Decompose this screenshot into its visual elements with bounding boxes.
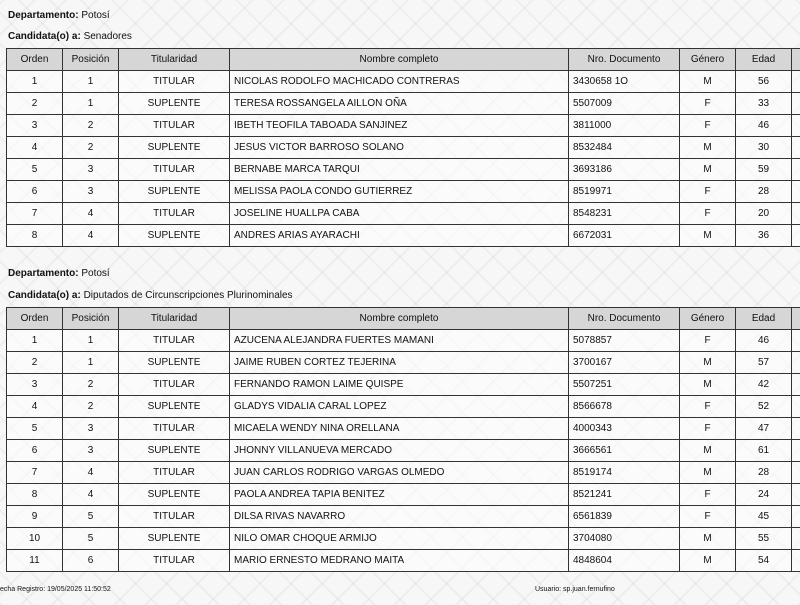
table-row [7, 330, 800, 352]
cell-extra [792, 71, 800, 93]
col-header-gender: Género [680, 308, 736, 330]
candidacy-line-2 [8, 290, 293, 301]
table-row [7, 203, 800, 225]
candidacy-label: Candidata(o) a: [8, 290, 81, 301]
cell-extra [792, 203, 800, 225]
department-value: Potosí [81, 10, 110, 21]
department-label: Departamento: [8, 268, 79, 279]
cell-full-name: GLADYS VIDALIA CARAL LOPEZ [230, 396, 569, 418]
cell-position: 2 [63, 396, 119, 418]
table-row [7, 484, 800, 506]
cell-order: 1 [7, 330, 63, 352]
col-header-full-name: Nombre completo [230, 49, 569, 71]
cell-position: 2 [63, 374, 119, 396]
cell-order: 2 [7, 93, 63, 115]
cell-document-number: 3666561 [569, 440, 680, 462]
cell-order: 2 [7, 352, 63, 374]
cell-titularity: SUPLENTE [119, 181, 230, 203]
cell-age: 24 [736, 484, 792, 506]
cell-age: 36 [736, 225, 792, 247]
cell-gender: F [680, 181, 736, 203]
cell-gender: F [680, 203, 736, 225]
department-value: Potosí [81, 268, 110, 279]
cell-age: 45 [736, 506, 792, 528]
cell-extra [792, 225, 800, 247]
cell-gender: M [680, 462, 736, 484]
cell-extra [792, 550, 800, 572]
cell-order: 11 [7, 550, 63, 572]
cell-titularity: SUPLENTE [119, 528, 230, 550]
cell-extra [792, 159, 800, 181]
cell-extra [792, 137, 800, 159]
cell-gender: M [680, 528, 736, 550]
cell-full-name: DILSA RIVAS NAVARRO [230, 506, 569, 528]
cell-order: 8 [7, 225, 63, 247]
col-header-document-number: Nro. Documento [569, 49, 680, 71]
cell-order: 7 [7, 203, 63, 225]
cell-document-number: 6672031 [569, 225, 680, 247]
cell-position: 3 [63, 440, 119, 462]
cell-titularity: TITULAR [119, 550, 230, 572]
cell-extra [792, 396, 800, 418]
cell-titularity: SUPLENTE [119, 137, 230, 159]
cell-extra [792, 93, 800, 115]
cell-document-number: 3693186 [569, 159, 680, 181]
cell-order: 5 [7, 159, 63, 181]
cell-position: 4 [63, 225, 119, 247]
cell-titularity: TITULAR [119, 115, 230, 137]
col-header-position: Posición [63, 308, 119, 330]
cell-document-number: 5507009 [569, 93, 680, 115]
cell-full-name: NICOLAS RODOLFO MACHICADO CONTRERAS [230, 71, 569, 93]
cell-gender: F [680, 93, 736, 115]
col-header-position: Posición [63, 49, 119, 71]
cell-age: 28 [736, 462, 792, 484]
cell-document-number: 8521241 [569, 484, 680, 506]
cell-order: 10 [7, 528, 63, 550]
department-label: Departamento: [8, 10, 79, 21]
department-line-1 [8, 10, 110, 21]
cell-gender: F [680, 506, 736, 528]
cell-age: 56 [736, 71, 792, 93]
col-header-age: Edad [736, 49, 792, 71]
table-body [7, 330, 800, 572]
candidacy-value: Senadores [83, 31, 132, 42]
cell-order: 5 [7, 418, 63, 440]
cell-position: 1 [63, 352, 119, 374]
col-header-document-number: Nro. Documento [569, 308, 680, 330]
cell-titularity: SUPLENTE [119, 225, 230, 247]
cell-document-number: 4000343 [569, 418, 680, 440]
table-row [7, 528, 800, 550]
cell-age: 46 [736, 115, 792, 137]
cell-extra [792, 181, 800, 203]
cell-full-name: PAOLA ANDREA TAPIA BENITEZ [230, 484, 569, 506]
cell-document-number: 8519174 [569, 462, 680, 484]
cell-age: 47 [736, 418, 792, 440]
cell-gender: F [680, 396, 736, 418]
cell-titularity: TITULAR [119, 203, 230, 225]
cell-extra [792, 528, 800, 550]
table-header-row [7, 49, 800, 71]
cell-extra [792, 115, 800, 137]
cell-document-number: 3704080 [569, 528, 680, 550]
cell-document-number: 3811000 [569, 115, 680, 137]
col-header-titularity: Titularidad [119, 49, 230, 71]
table-row [7, 550, 800, 572]
cell-full-name: MARIO ERNESTO MEDRANO MAITA [230, 550, 569, 572]
cell-full-name: JOSELINE HUALLPA CABA [230, 203, 569, 225]
cell-order: 7 [7, 462, 63, 484]
cell-document-number: 4848604 [569, 550, 680, 572]
cell-age: 52 [736, 396, 792, 418]
cell-document-number: 3700167 [569, 352, 680, 374]
cell-age: 55 [736, 528, 792, 550]
table-row [7, 462, 800, 484]
col-header-titularity: Titularidad [119, 308, 230, 330]
cell-gender: M [680, 159, 736, 181]
cell-age: 20 [736, 203, 792, 225]
cell-age: 54 [736, 550, 792, 572]
cell-gender: F [680, 484, 736, 506]
cell-gender: M [680, 374, 736, 396]
cell-titularity: SUPLENTE [119, 484, 230, 506]
cell-age: 57 [736, 352, 792, 374]
table-row [7, 159, 800, 181]
candidacy-value: Diputados de Circunscripciones Plurinominales [83, 290, 293, 301]
cell-titularity: SUPLENTE [119, 396, 230, 418]
cell-full-name: JHONNY VILLANUEVA MERCADO [230, 440, 569, 462]
cell-position: 6 [63, 550, 119, 572]
cell-titularity: SUPLENTE [119, 352, 230, 374]
cell-age: 46 [736, 330, 792, 352]
cell-order: 6 [7, 181, 63, 203]
table-header-row [7, 308, 800, 330]
cell-position: 4 [63, 484, 119, 506]
cell-order: 8 [7, 484, 63, 506]
table-row [7, 374, 800, 396]
cell-gender: F [680, 115, 736, 137]
table-row [7, 440, 800, 462]
table-row [7, 506, 800, 528]
table-row [7, 71, 800, 93]
cell-titularity: TITULAR [119, 159, 230, 181]
cell-gender: M [680, 225, 736, 247]
cell-extra [792, 330, 800, 352]
cell-full-name: IBETH TEOFILA TABOADA SANJINEZ [230, 115, 569, 137]
cell-full-name: MICAELA WENDY NINA ORELLANA [230, 418, 569, 440]
table-row [7, 137, 800, 159]
cell-order: 6 [7, 440, 63, 462]
cell-position: 2 [63, 115, 119, 137]
cell-age: 59 [736, 159, 792, 181]
cell-gender: M [680, 550, 736, 572]
cell-position: 3 [63, 418, 119, 440]
cell-titularity: TITULAR [119, 506, 230, 528]
cell-document-number: 6561839 [569, 506, 680, 528]
cell-titularity: SUPLENTE [119, 440, 230, 462]
cell-position: 3 [63, 181, 119, 203]
col-header-order: Orden [7, 49, 63, 71]
cell-order: 3 [7, 115, 63, 137]
cell-full-name: BERNABE MARCA TARQUI [230, 159, 569, 181]
cell-position: 3 [63, 159, 119, 181]
cell-document-number: 5507251 [569, 374, 680, 396]
cell-age: 30 [736, 137, 792, 159]
cell-titularity: TITULAR [119, 71, 230, 93]
table-row [7, 352, 800, 374]
table-body [7, 71, 800, 247]
cell-full-name: ANDRES ARIAS AYARACHI [230, 225, 569, 247]
cell-full-name: FERNANDO RAMON LAIME QUISPE [230, 374, 569, 396]
cell-full-name: JAIME RUBEN CORTEZ TEJERINA [230, 352, 569, 374]
cell-extra [792, 506, 800, 528]
cell-extra [792, 374, 800, 396]
cell-gender: M [680, 137, 736, 159]
cell-age: 28 [736, 181, 792, 203]
department-line-2 [8, 268, 110, 279]
cell-document-number: 3430658 1O [569, 71, 680, 93]
cell-titularity: TITULAR [119, 418, 230, 440]
table-row [7, 225, 800, 247]
cell-age: 61 [736, 440, 792, 462]
cell-extra [792, 462, 800, 484]
col-header-extra [792, 308, 800, 330]
cell-document-number: 8548231 [569, 203, 680, 225]
cell-order: 4 [7, 396, 63, 418]
col-header-age: Edad [736, 308, 792, 330]
table-row [7, 115, 800, 137]
cell-position: 1 [63, 330, 119, 352]
cell-gender: F [680, 330, 736, 352]
cell-position: 4 [63, 462, 119, 484]
col-header-gender: Género [680, 49, 736, 71]
col-header-extra [792, 49, 800, 71]
cell-extra [792, 352, 800, 374]
table-row [7, 93, 800, 115]
col-header-order: Orden [7, 308, 63, 330]
table-row [7, 181, 800, 203]
cell-full-name: MELISSA PAOLA CONDO GUTIERREZ [230, 181, 569, 203]
cell-full-name: JESUS VICTOR BARROSO SOLANO [230, 137, 569, 159]
cell-document-number: 8519971 [569, 181, 680, 203]
footer-registration-date: echa Registro: 19/05/2025 11:50:52 [0, 586, 111, 593]
candidates-table-diputados [6, 307, 800, 572]
cell-order: 4 [7, 137, 63, 159]
cell-titularity: TITULAR [119, 330, 230, 352]
cell-extra [792, 484, 800, 506]
cell-titularity: SUPLENTE [119, 93, 230, 115]
cell-full-name: JUAN CARLOS RODRIGO VARGAS OLMEDO [230, 462, 569, 484]
table-row [7, 396, 800, 418]
cell-document-number: 8566678 [569, 396, 680, 418]
cell-gender: M [680, 440, 736, 462]
cell-position: 1 [63, 71, 119, 93]
cell-position: 4 [63, 203, 119, 225]
cell-position: 1 [63, 93, 119, 115]
cell-gender: M [680, 71, 736, 93]
cell-age: 33 [736, 93, 792, 115]
cell-extra [792, 440, 800, 462]
cell-titularity: TITULAR [119, 374, 230, 396]
cell-full-name: TERESA ROSSANGELA AILLON OÑA [230, 93, 569, 115]
candidacy-line-1 [8, 31, 132, 42]
col-header-full-name: Nombre completo [230, 308, 569, 330]
cell-titularity: TITULAR [119, 462, 230, 484]
table-row [7, 418, 800, 440]
cell-gender: M [680, 352, 736, 374]
cell-gender: F [680, 418, 736, 440]
cell-order: 9 [7, 506, 63, 528]
cell-position: 2 [63, 137, 119, 159]
candidates-table-senadores [6, 48, 800, 247]
cell-position: 5 [63, 528, 119, 550]
cell-extra [792, 418, 800, 440]
candidacy-label: Candidata(o) a: [8, 31, 81, 42]
cell-document-number: 5078857 [569, 330, 680, 352]
cell-order: 1 [7, 71, 63, 93]
footer-user: Usuario: sp.juan.fernufino [535, 586, 615, 593]
cell-position: 5 [63, 506, 119, 528]
cell-full-name: NILO OMAR CHOQUE ARMIJO [230, 528, 569, 550]
cell-document-number: 8532484 [569, 137, 680, 159]
cell-age: 42 [736, 374, 792, 396]
cell-order: 3 [7, 374, 63, 396]
cell-full-name: AZUCENA ALEJANDRA FUERTES MAMANI [230, 330, 569, 352]
